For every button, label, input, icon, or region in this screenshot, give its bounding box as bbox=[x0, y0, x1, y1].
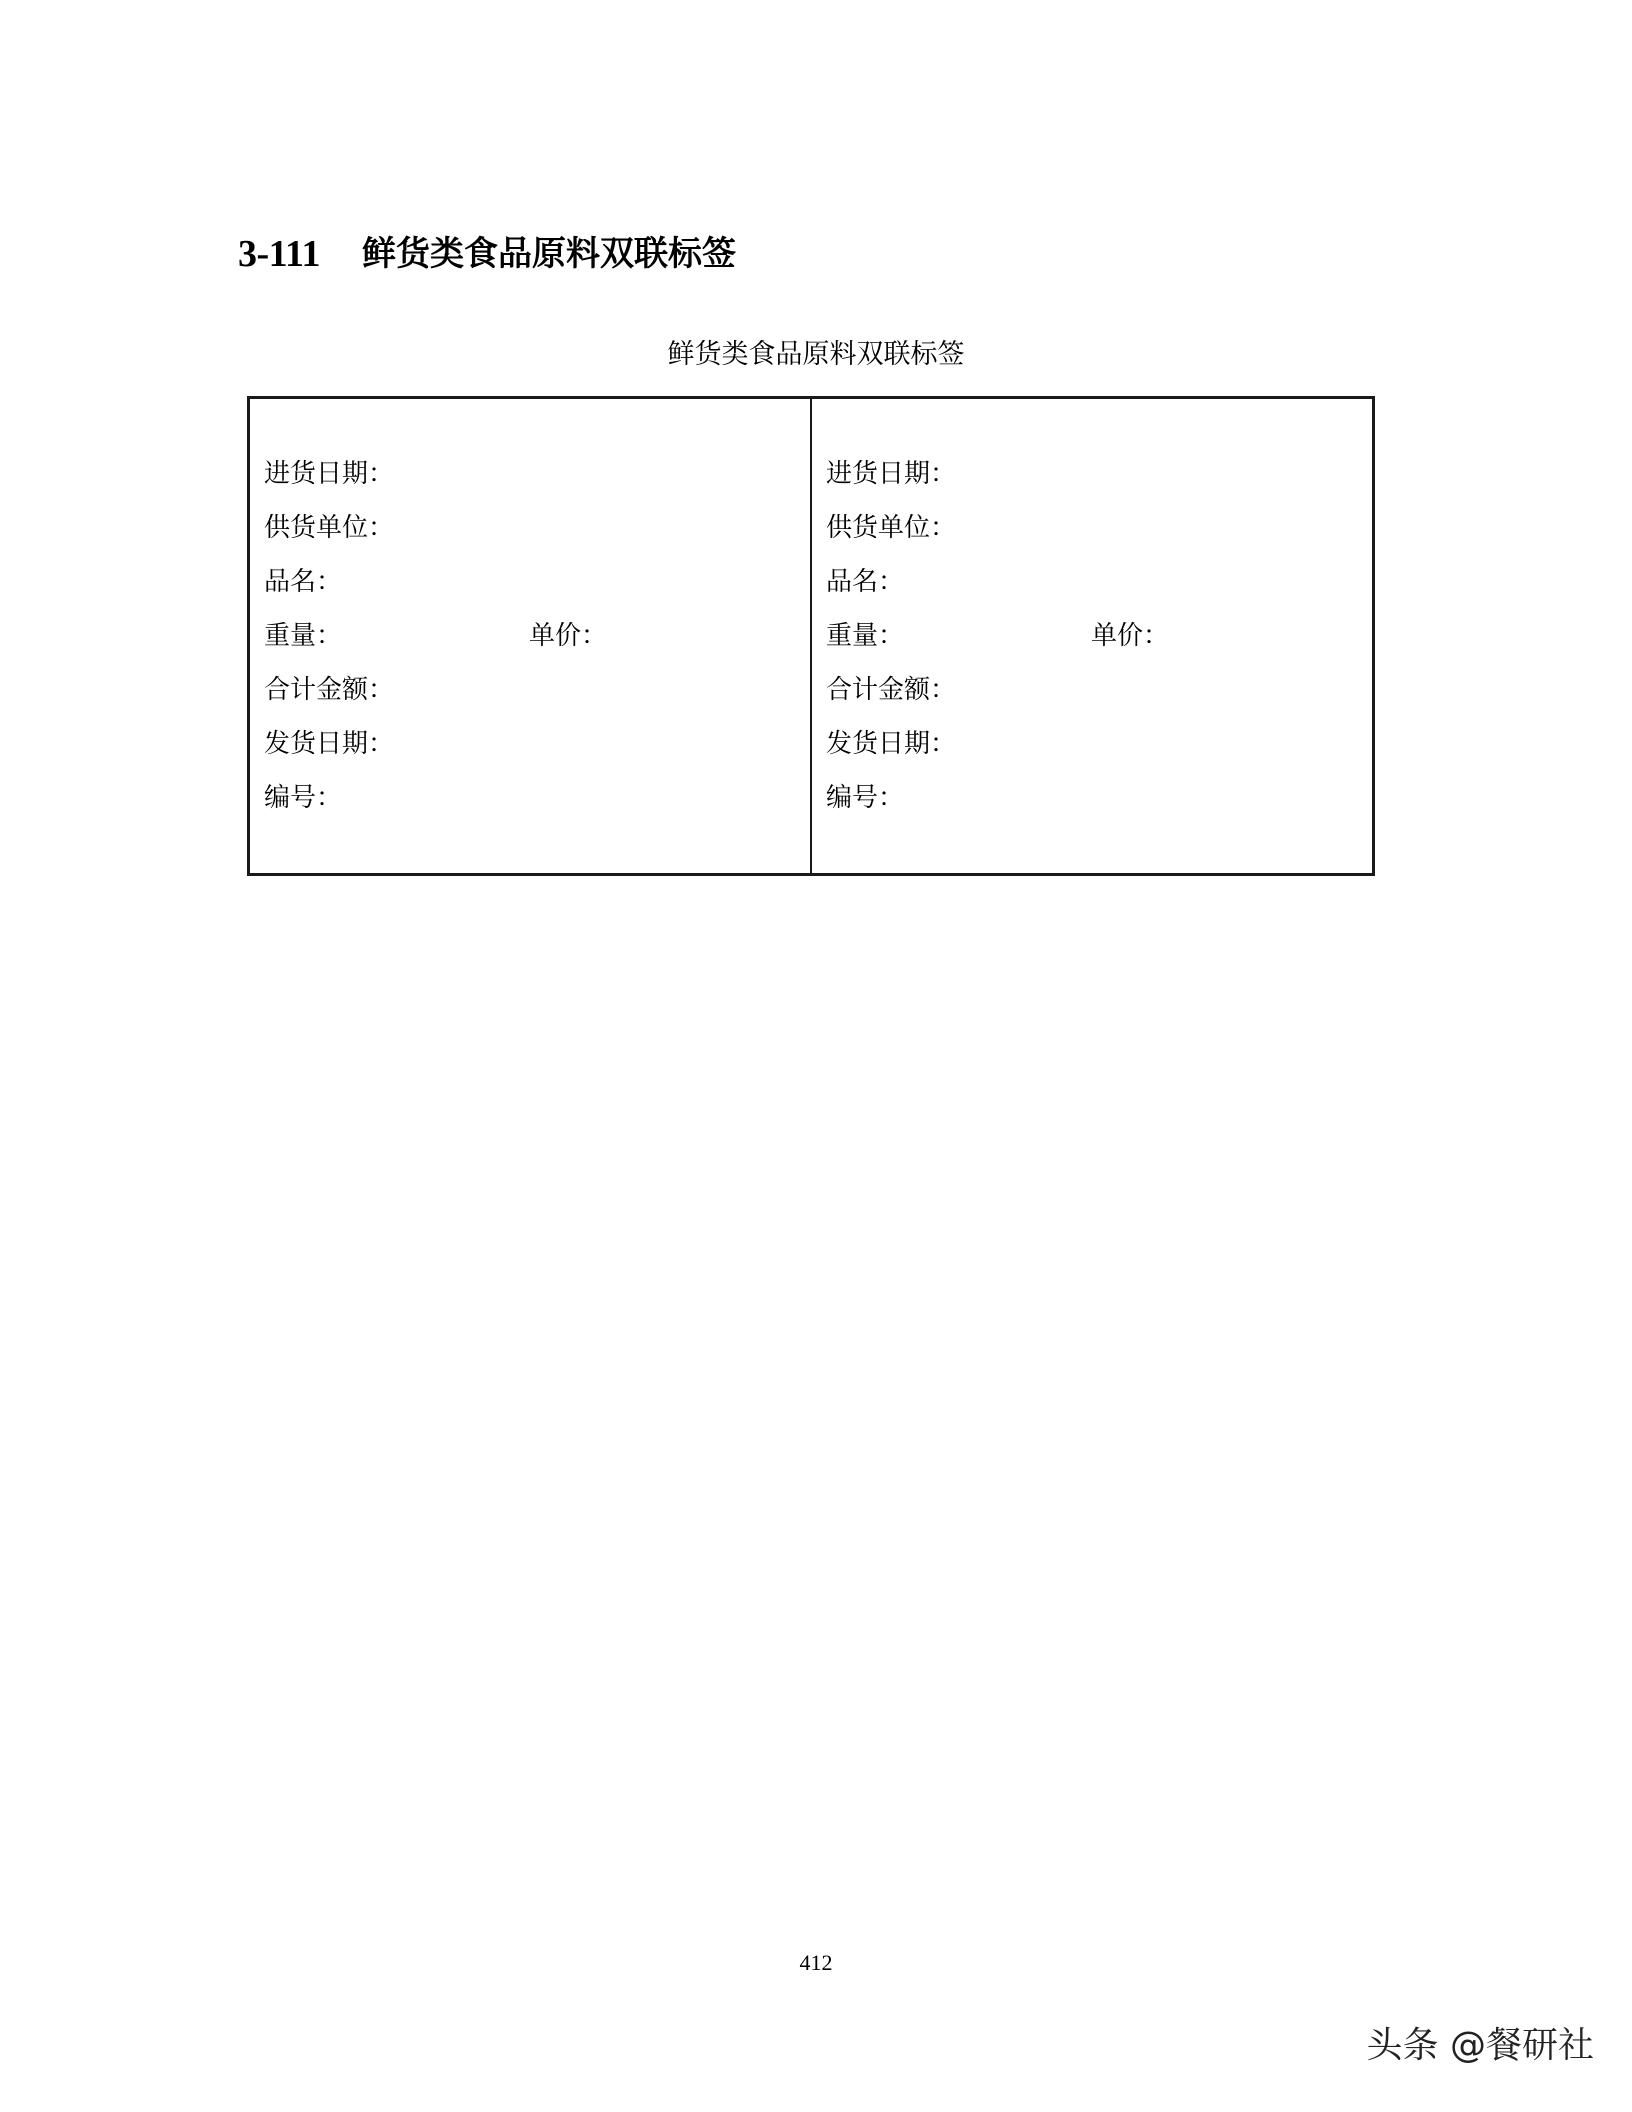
purchase-date-label: 进货日期： bbox=[264, 459, 395, 489]
product-name-label: 品名： bbox=[264, 567, 343, 597]
label-fields bbox=[826, 447, 1372, 825]
label-fields bbox=[264, 447, 810, 825]
total-amount-label: 合计金额： bbox=[264, 675, 395, 705]
serial-number-label: 编号： bbox=[264, 783, 343, 813]
section-number: 3-111 bbox=[238, 233, 320, 275]
purchase-date-label: 进货日期： bbox=[826, 459, 957, 489]
page-number: 412 bbox=[799, 1950, 833, 1975]
unit-price-label: 单价： bbox=[529, 621, 608, 651]
weight-price-row bbox=[264, 609, 810, 663]
ship-date-label: 发货日期： bbox=[826, 729, 957, 759]
unit-price-label: 单价： bbox=[1091, 621, 1170, 651]
weight-price-row bbox=[826, 609, 1372, 663]
product-name-label: 品名： bbox=[826, 567, 905, 597]
weight-label: 重量： bbox=[264, 621, 343, 651]
weight-label: 重量： bbox=[826, 621, 905, 651]
total-amount-label: 合计金额： bbox=[826, 675, 957, 705]
section-heading bbox=[238, 226, 736, 282]
label-copy-left bbox=[250, 399, 812, 873]
form-title: 鲜货类食品原料双联标签 bbox=[667, 339, 965, 370]
watermark: 头条 @餐研社 bbox=[1366, 2025, 1594, 2066]
dual-label-table bbox=[247, 396, 1375, 876]
ship-date-label: 发货日期： bbox=[264, 729, 395, 759]
serial-number-label: 编号： bbox=[826, 783, 905, 813]
supplier-label: 供货单位： bbox=[826, 513, 957, 543]
supplier-label: 供货单位： bbox=[264, 513, 395, 543]
section-title: 鲜货类食品原料双联标签 bbox=[361, 234, 736, 274]
label-copy-right bbox=[812, 399, 1372, 873]
